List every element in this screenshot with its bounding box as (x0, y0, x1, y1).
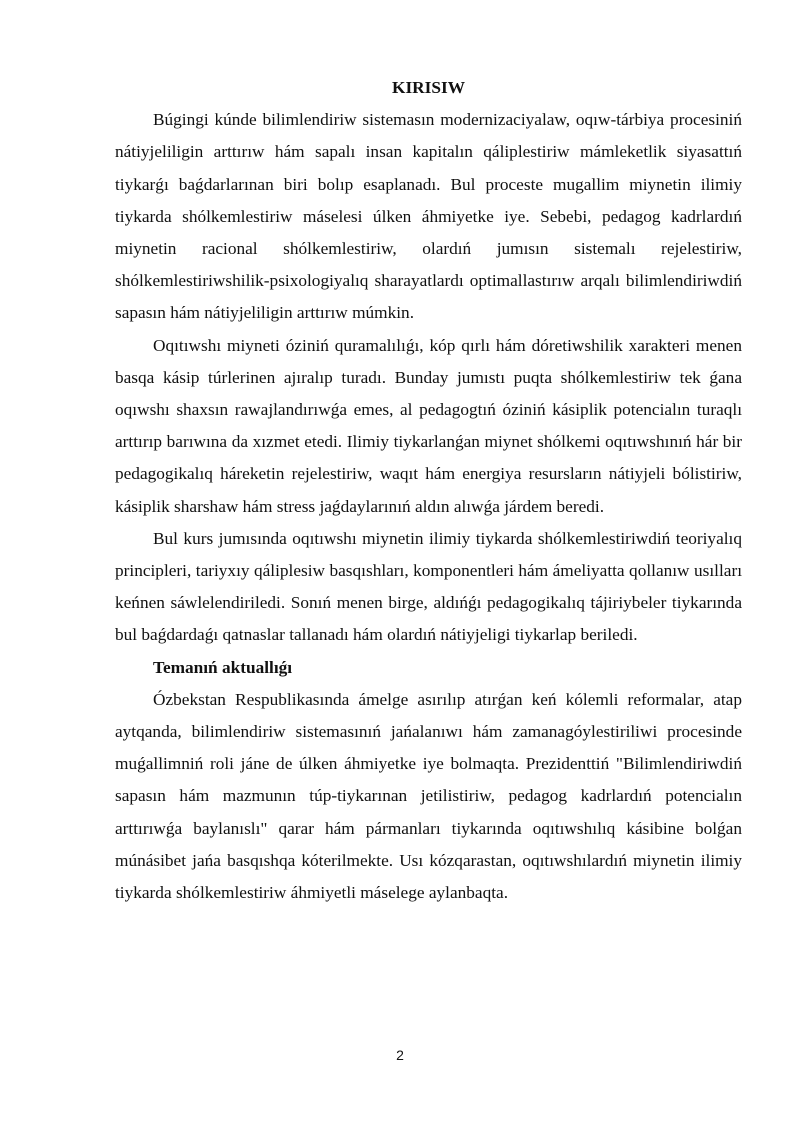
section-paragraph: Ózbekstan Respublikasında ámelge asırılıp atırǵan keń kólemli reformalar, atap aytqanda, bilimlendiriw sistemasınıń jańalanıwı hám zamanagóylestiriliwi procesinde muǵallimniń roli jáne de úlken áhmiyetke iye bolmaqta. Prezidenttiń "Bilimlendiriwdiń sapasın hám mazmunın túp-tiykarınan jetilistiriw, pedagog kadrlardıń potencialın arttırıwǵa baylanıslı" qarar hám pármanları tiykarında oqıtıwshılıq kásibine bolǵan múnásibet jańa basqıshqa kóterilmekte. Usı kózqarastan, oqıtıwshılardıń miynetin ilimiy tiykarda shólkemlestiriw áhmiyetli máselege aylanbaqta. (115, 689, 742, 903)
section-heading: Temanıń aktuallıǵı (153, 657, 293, 677)
document-title: KIRISIW (392, 78, 465, 97)
intro-paragraph-2: Oqıtıwshı miyneti óziniń quramalılıǵı, kóp qırlı hám dóretiwshilik xarakteri menen basqa kásip túrlerinen ajıralıp turadı. Bunday jumıstı puqta shólkemlestiriw tek ǵana oqıwshı shaxsın rawajlandırıwǵa emes, al pedagogtıń óziniń kásiplik potencialın turaqlı arttırıp barıwına da xızmet etedi. Ilimiy tiykarlanǵan miynet shólkemi oqıtıwshınıń hár bir pedagogikalıq háreketin rejelestiriw, waqıt hám energiya resursların nátiyjeli bólistiriw, kásiplik sharshaw hám stress jaǵdaylarınıń aldın alıwǵa járdem beredi. (115, 335, 742, 516)
intro-paragraph-1: Búgingi kúnde bilimlendiriw sistemasın modernizaciyalaw, oqıw-tárbiya procesiniń nátiyjeliligin arttırıw hám sapalı insan kapitalın qáliplestiriw mámleketlik siyasattıń tiykarǵı baǵdarlarınan biri bolıp esaplanadı. Bul proceste mugallim miynetin ilimiy tiykarda shólkemlestiriw máselesi úlken áhmiyetke iye. Sebebi, pedagog kadrlardıń miynetin racional shólkemlestiriw, olardıń jumısın sistemalı rejelestiriw, shólkemlestiriwshilik-psixologiyalıq sharayatlardı optimallastırıw arqalı bilimlendiriwdiń sapasın hám nátiyjeliligin arttırıw múmkin. (115, 110, 742, 323)
page-content (115, 72, 742, 909)
page-number: 2 (396, 1047, 404, 1063)
intro-paragraph-3: Bul kurs jumısında oqıtıwshı miynetin ilimiy tiykarda shólkemlestiriwdiń teoriyalıq principleri, tariyxıy qáliplesiw basqıshları, komponentleri hám ámeliyatta qollanıw usılları keńnen sáwlelendiriledi. Sonıń menen birge, aldıńǵı pedagogikalıq tájiriybeler tiykarında bul baǵdardaǵı qatnaslar tallanadı hám olardıń nátiyjeligi tiykarlap beriledi. (115, 528, 742, 645)
